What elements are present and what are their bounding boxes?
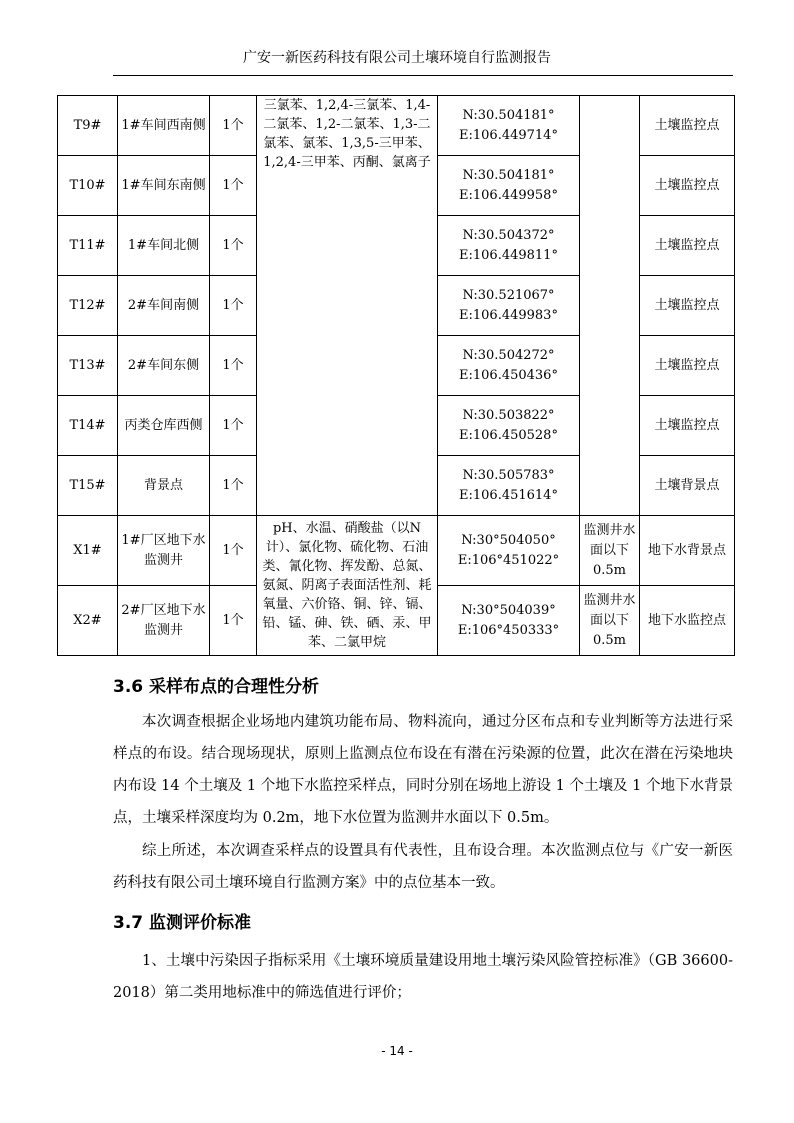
point-coordinates: [438, 516, 580, 586]
header-rule: [113, 75, 733, 76]
point-quantity: 1个: [210, 156, 257, 216]
point-longitude: E:106.449714°: [459, 127, 558, 143]
point-coordinates: [438, 276, 580, 336]
point-quantity: 1个: [210, 96, 257, 156]
point-type: 土壤监控点: [640, 156, 735, 216]
point-latitude: N:30.504181°: [462, 167, 555, 183]
point-coordinates: [438, 396, 580, 456]
point-quantity: 1个: [210, 516, 257, 586]
point-id: T9#: [58, 96, 118, 156]
point-id: T15#: [58, 456, 118, 516]
point-coordinates: [438, 586, 580, 656]
section-heading-3-6: 3.6 采样布点的合理性分析: [113, 677, 320, 697]
point-quantity: 1个: [210, 586, 257, 656]
point-latitude: N:30°504039°: [461, 602, 556, 618]
point-type: 土壤监控点: [640, 276, 735, 336]
section-heading-3-7: 3.7 监测评价标准: [113, 913, 252, 933]
point-longitude: E:106°450333°: [457, 622, 560, 638]
point-coordinates: [438, 96, 580, 156]
point-quantity: 1个: [210, 336, 257, 396]
point-quantity: 1个: [210, 276, 257, 336]
point-coordinates: [438, 216, 580, 276]
point-longitude: E:106.450436°: [459, 367, 558, 383]
point-longitude: E:106.449983°: [459, 307, 558, 323]
point-coordinates: [438, 336, 580, 396]
point-type: 土壤监控点: [640, 396, 735, 456]
point-type: 土壤监控点: [640, 96, 735, 156]
point-location: 2#车间东侧: [118, 336, 210, 396]
point-id: X1#: [58, 516, 118, 586]
point-longitude: E:106.450528°: [459, 427, 558, 443]
point-id: T12#: [58, 276, 118, 336]
point-latitude: N:30.504181°: [462, 107, 555, 123]
point-type: 地下水监控点: [640, 586, 735, 656]
point-location: 背景点: [118, 456, 210, 516]
page-number: - 14 -: [381, 1044, 413, 1058]
point-location: 2#厂区地下水监测井: [118, 586, 210, 656]
section-3-7-paragraph-1: 1、土壤中污染因子指标采用《土壤环境质量建设用地土壤污染风险管控标准》（GB 36600-2018）第二类用地标准中的筛选值进行评价；: [113, 953, 733, 1001]
point-location: 1#车间东南侧: [118, 156, 210, 216]
table-row: [58, 516, 735, 586]
point-type: 土壤背景点: [640, 456, 735, 516]
point-coordinates: [438, 156, 580, 216]
point-quantity: 1个: [210, 396, 257, 456]
point-quantity: 1个: [210, 456, 257, 516]
point-id: T11#: [58, 216, 118, 276]
point-coordinates: [438, 456, 580, 516]
section-3-6-paragraph-1: 本次调查根据企业场地内建筑功能布局、物料流向，通过分区布点和专业判断等方法进行采样点的布设。结合现场现状，原则上监测点位布设在有潜在污染源的位置，此次在潜在污染地块内布设 14 个土壤及 1 个地下水监控采样点，同时分别在场地上游设 1 个土壤及 1 个地下水背景点，土壤采样深度均为 0.2m，地下水位置为监测井水面以下 0.5m。: [113, 714, 733, 826]
point-longitude: E:106.449811°: [459, 247, 558, 263]
point-longitude: E:106.449958°: [459, 187, 558, 203]
point-latitude: N:30°504050°: [461, 532, 556, 548]
page-header: 广安一新医药科技有限公司土壤环境自行监测报告: [243, 50, 551, 66]
point-type: 土壤监控点: [640, 216, 735, 276]
point-location: 2#车间南侧: [118, 276, 210, 336]
sampling-depth: 监测井水面以下 0.5m: [580, 586, 640, 656]
point-id: X2#: [58, 586, 118, 656]
soil-substances: 三氯苯、1,2,4-三氯苯、1,4-二氯苯、1,2-二氯苯、1,3-二氯苯、氯苯、1,3,5-三甲苯、1,2,4-三甲苯、丙酮、氯离子: [257, 96, 438, 516]
point-latitude: N:30.504272°: [462, 347, 555, 363]
point-quantity: 1个: [210, 216, 257, 276]
point-id: T13#: [58, 336, 118, 396]
point-type: 土壤监控点: [640, 336, 735, 396]
point-location: 1#车间西南侧: [118, 96, 210, 156]
point-latitude: N:30.504372°: [462, 227, 555, 243]
groundwater-substances: pH、水温、硝酸盐（以N计）、氯化物、硫化物、石油类、氰化物、挥发酚、总氮、氨氮、阴离子表面活性剂、耗氧量、六价铬、铜、锌、镉、铅、锰、砷、铁、硒、汞、甲苯、二氯甲烷: [257, 516, 438, 656]
point-id: T10#: [58, 156, 118, 216]
section-3-6-paragraph-2: 综上所述，本次调查采样点的设置具有代表性，且布设合理。本次监测点位与《广安一新医药科技有限公司土壤环境自行监测方案》中的点位基本一致。: [113, 843, 733, 891]
point-latitude: N:30.503822°: [462, 407, 555, 423]
point-location: 1#厂区地下水监测井: [118, 516, 210, 586]
point-longitude: E:106.451614°: [459, 487, 558, 503]
point-latitude: N:30.505783°: [462, 467, 555, 483]
point-longitude: E:106°451022°: [457, 552, 560, 568]
point-type: 地下水背景点: [640, 516, 735, 586]
point-location: 丙类仓库西侧: [118, 396, 210, 456]
sampling-depth-soil: [580, 96, 640, 516]
point-id: T14#: [58, 396, 118, 456]
sampling-points-table: [57, 95, 735, 656]
sampling-depth: 监测井水面以下 0.5m: [580, 516, 640, 586]
point-location: 1#车间北侧: [118, 216, 210, 276]
table-row: [58, 96, 735, 156]
point-latitude: N:30.521067°: [462, 287, 555, 303]
